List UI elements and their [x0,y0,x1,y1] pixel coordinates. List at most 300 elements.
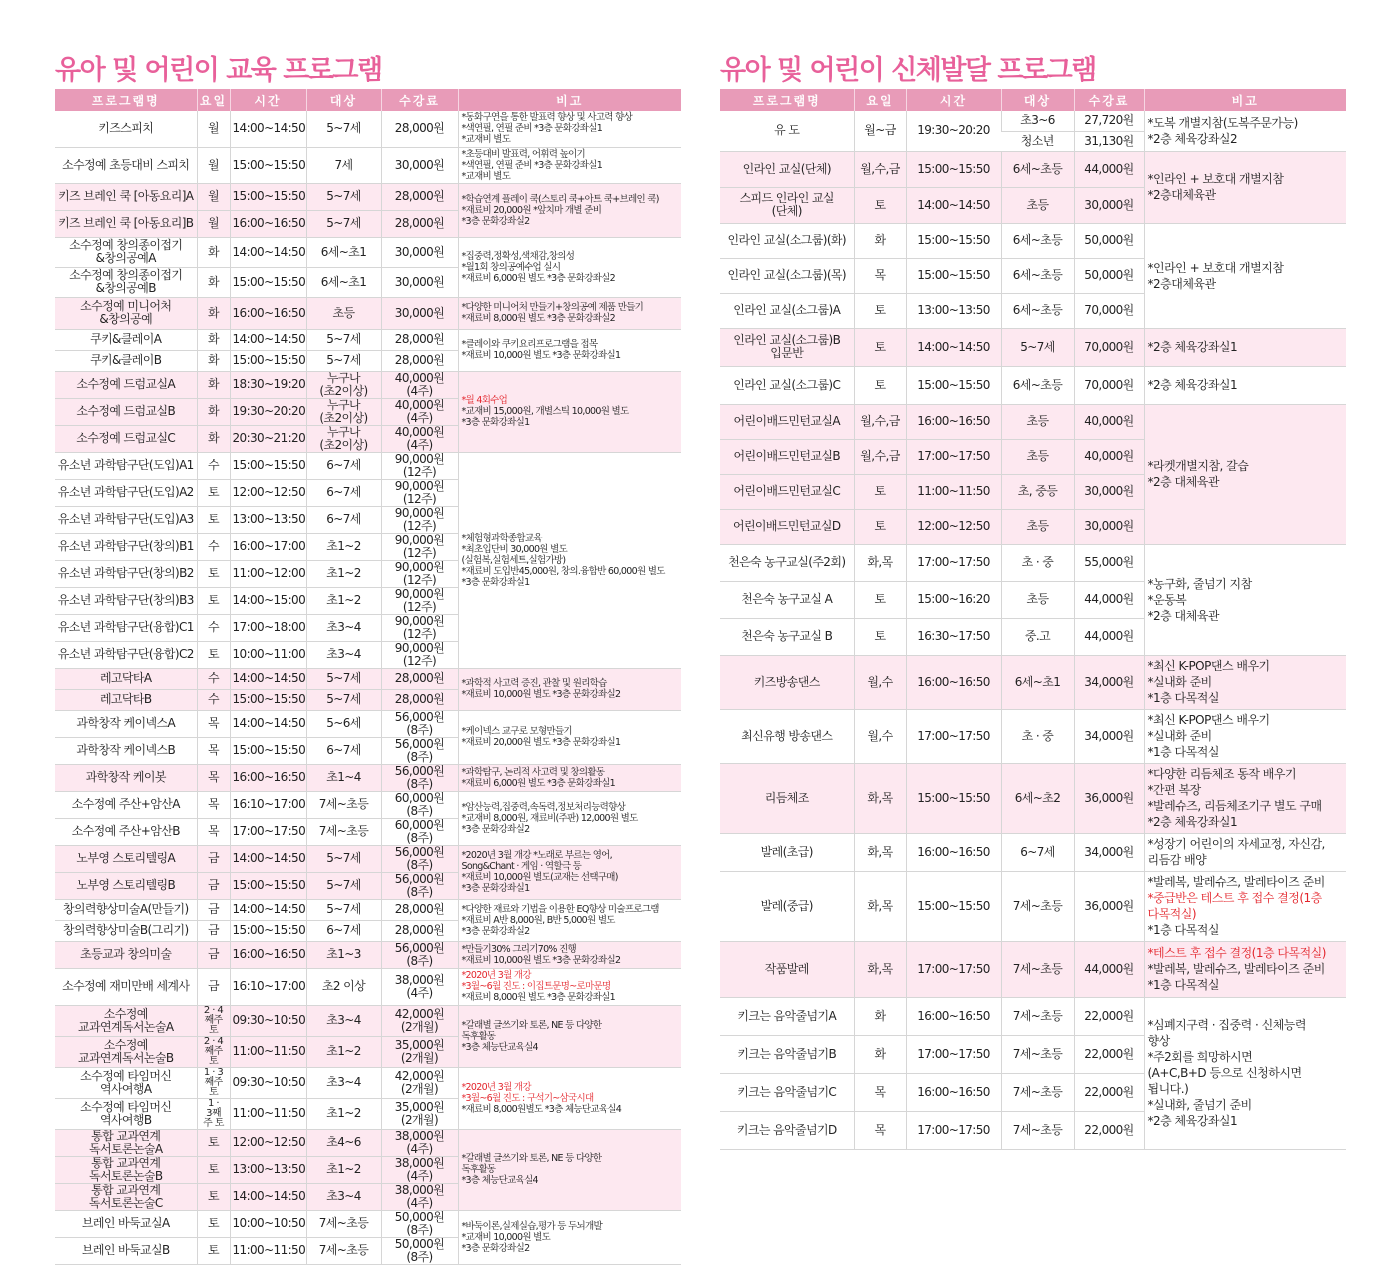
table-row [55,1067,681,1098]
right-section-title: 유아 및 어린이 신체발달 프로그램 [720,55,1096,86]
program-time: 10:00~11:00 [230,641,306,668]
program-time: 16:30~17:50 [906,618,1001,655]
program-day: 토 [197,506,230,533]
program-day: 토 [854,474,906,509]
table-row [55,452,681,479]
program-name: 노부영 스토리텔링B [55,872,197,899]
program-time: 16:00~16:50 [906,833,1001,871]
program-time: 14:00~14:50 [230,1183,306,1210]
program-note: *2020년 3월 개강 *노래로 부르는 영어, Song&Chant · 게임 · 역할극 등 *재료비 10,000원 별도(교재는 선택구매) *3층 문화강좌실1 [458,845,681,899]
program-target: 중.고 [1001,618,1074,655]
program-name: 키즈 브레인 쿡 [아동요리]A [55,183,197,210]
program-name: 발레(초급) [720,833,854,871]
table-row [720,328,1346,366]
program-time: 15:00~15:50 [230,737,306,764]
program-fee: 56,000원(8주) [381,710,458,737]
program-target: 초3~4 [306,1005,381,1036]
program-fee: 44,000원 [1074,941,1144,997]
program-note: *성장기 어린이의 자세교정, 자신감, 리듬감 배양 [1144,833,1346,871]
program-target: 5~7세 [306,689,381,710]
program-day: 화 [854,997,906,1035]
program-target: 초3~4 [306,1067,381,1098]
program-fee: 28,000원 [381,899,458,920]
program-fee: 56,000원(8주) [381,872,458,899]
program-target: 6~7세 [306,920,381,941]
program-day: 화 [197,371,230,398]
program-time: 11:00~11:50 [230,1237,306,1264]
program-name: 유소년 과학탐구단(창의)B1 [55,533,197,560]
program-name: 쿠키&클레이B [55,350,197,371]
program-fee: 60,000원(8주) [381,818,458,845]
table-row [720,709,1346,763]
program-day: 월,수,금 [854,151,906,187]
header-fee: 수강료 [1074,89,1144,111]
program-time: 14:00~14:50 [230,111,306,147]
program-name: 유소년 과학탐구단(도입)A3 [55,506,197,533]
header-note: 비고 [458,89,681,111]
program-time: 17:00~17:50 [906,544,1001,581]
program-time: 11:00~11:50 [230,1098,306,1129]
program-time: 15:00~15:50 [230,267,306,297]
program-day: 화 [197,267,230,297]
program-time: 17:00~17:50 [906,1111,1001,1149]
program-day: 토 [197,1129,230,1156]
program-note: *최신 K-POP댄스 배우기 *실내화 준비 *1층 다목적실 [1144,655,1346,709]
program-target: 5~7세 [306,845,381,872]
program-fee: 30,000원 [381,237,458,267]
program-name: 유 도 [720,111,854,151]
program-day: 화 [854,223,906,258]
program-target: 7세~초등 [1001,871,1074,941]
program-day: 화 [197,398,230,425]
program-day: 토 [197,479,230,506]
program-fee: 30,000원 [1074,187,1144,223]
program-day: 금 [197,899,230,920]
program-fee: 42,000원(2개월) [381,1067,458,1098]
table-header-row [720,89,1346,111]
program-target: 5~7세 [306,872,381,899]
program-name: 소수정예 주산+암산B [55,818,197,845]
program-name: 어린이배드민턴교실A [720,404,854,439]
table-row [55,845,681,872]
program-day: 목 [854,258,906,293]
program-fee: 90,000원(12주) [381,587,458,614]
table-row [55,1210,681,1237]
table-row [55,111,681,147]
program-target: 6~7세 [306,452,381,479]
program-target: 누구나(초2이상) [306,371,381,398]
program-target: 초, 중등 [1001,474,1074,509]
program-target: 5~6세 [306,710,381,737]
table-row [55,237,681,267]
program-name: 브레인 바둑교실B [55,1237,197,1264]
table-row [720,223,1346,258]
program-fee: 30,000원 [381,147,458,183]
program-fee: 40,000원(4주) [381,425,458,452]
program-day: 수 [197,452,230,479]
program-fee: 22,000원 [1074,997,1144,1035]
program-target: 5~7세 [306,183,381,210]
program-target: 초1~2 [306,587,381,614]
program-name: 소수정예 창의종이접기 &창의공예A [55,237,197,267]
program-fee: 40,000원(4주) [381,398,458,425]
program-time: 14:00~14:50 [230,668,306,689]
program-note: *2020년 3월 개강 *3월~6월 진도 : 구석기~삼국시대 *재료비 8,000원별도 *3층 체능단교육실4 [458,1067,681,1129]
program-name: 키즈방송댄스 [720,655,854,709]
program-target: 7세 [306,147,381,183]
program-name: 어린이배드민턴교실C [720,474,854,509]
program-fee: 30,000원 [1074,509,1144,544]
header-target: 대상 [1001,89,1074,111]
program-day: 토 [197,587,230,614]
program-day: 토 [854,187,906,223]
program-name: 통합 교과연계 독서토론논술B [55,1156,197,1183]
header-day: 요일 [854,89,906,111]
program-name: 인라인 교실(소그룹)(목) [720,258,854,293]
table-row [55,1005,681,1036]
program-name: 인라인 교실(소그룹)(화) [720,223,854,258]
program-target: 6~7세 [306,479,381,506]
program-note: *과학탐구, 논리적 사고력 및 창의활동 *재료비 6,000원 별도 *3층 문화강좌실1 [458,764,681,791]
program-name: 유소년 과학탐구단(융합)C1 [55,614,197,641]
program-time: 19:30~20:20 [906,111,1001,151]
program-target: 초1~2 [306,533,381,560]
table-header-row [55,89,681,111]
program-day: 토 [854,581,906,618]
program-fee: 90,000원(12주) [381,560,458,587]
program-name: 키즈 브레인 쿡 [아동요리]B [55,210,197,237]
program-time: 16:00~16:50 [906,404,1001,439]
program-fee: 28,000원 [381,183,458,210]
program-time: 14:00~14:50 [230,710,306,737]
program-name: 어린이배드민턴교실D [720,509,854,544]
program-time: 15:00~15:50 [906,223,1001,258]
program-time: 14:00~15:00 [230,587,306,614]
program-fee: 28,000원 [381,689,458,710]
program-name: 인라인 교실(소그룹)A [720,293,854,328]
program-fee: 28,000원 [381,350,458,371]
program-fee: 34,000원 [1074,655,1144,709]
table-row [55,183,681,210]
program-time: 15:00~15:50 [906,763,1001,833]
program-time: 16:00~17:00 [230,533,306,560]
program-day: 목 [854,1073,906,1111]
header-program-name: 프로그램명 [55,89,197,111]
program-note: *바둑이론,실제실습,평가 등 두뇌개발 *교재비 10,000원 별도 *3층 문화강좌실2 [458,1210,681,1264]
program-note: *2층 체육강좌실1 [1144,366,1346,404]
program-target: 7세~초등 [1001,997,1074,1035]
program-name: 레고닥타A [55,668,197,689]
program-day: 토 [197,560,230,587]
program-target: 초등 [1001,439,1074,474]
table-row [55,968,681,1005]
program-fee: 90,000원(12주) [381,533,458,560]
program-fee: 60,000원(8주) [381,791,458,818]
program-target: 초등 [1001,581,1074,618]
program-day: 목 [197,764,230,791]
program-time: 15:00~15:50 [230,147,306,183]
program-name: 브레인 바둑교실A [55,1210,197,1237]
program-day: 화,목 [854,871,906,941]
program-day: 금 [197,920,230,941]
program-fee: 22,000원 [1074,1035,1144,1073]
program-time: 17:00~17:50 [906,941,1001,997]
program-time: 16:00~16:50 [230,941,306,968]
program-time: 15:00~15:50 [230,920,306,941]
program-fee: 38,000원(4주) [381,1129,458,1156]
program-time: 16:00~16:50 [230,210,306,237]
program-time: 15:00~15:50 [230,452,306,479]
program-day: 토 [197,1237,230,1264]
program-target: 6세~초1 [306,237,381,267]
program-day: 월~금 [854,111,906,151]
program-target: 5~7세 [306,350,381,371]
program-time: 19:30~20:20 [230,398,306,425]
left-section-title: 유아 및 어린이 교육 프로그램 [55,55,382,86]
table-row [55,899,681,920]
table-row [720,941,1346,997]
program-fee: 70,000원 [1074,328,1144,366]
program-time: 11:00~11:50 [230,1036,306,1067]
program-name: 과학창작 케이넥스A [55,710,197,737]
program-time: 16:10~17:00 [230,968,306,1005]
program-day: 월,수,금 [854,404,906,439]
program-day: 월,수 [854,655,906,709]
table-row [720,655,1346,709]
program-day: 월,수 [854,709,906,763]
program-time: 14:00~14:50 [230,329,306,350]
program-target: 6세~초등 [1001,293,1074,328]
table-row [720,404,1346,439]
program-fee: 28,000원 [381,111,458,147]
program-target: 누구나(초2이상) [306,425,381,452]
table-row [55,710,681,737]
program-note: *갈래별 글쓰기와 토론, NE 등 다양한 독후활동 *3층 체능단교육실4 [458,1005,681,1067]
program-time: 14:00~14:50 [906,328,1001,366]
program-day: 수 [197,533,230,560]
program-name: 어린이배드민턴교실B [720,439,854,474]
program-target: 초3~4 [306,1183,381,1210]
program-target: 7세~초등 [306,791,381,818]
header-fee: 수강료 [381,89,458,111]
program-fee: 56,000원(8주) [381,941,458,968]
program-note: *2층 체육강좌실1 [1144,328,1346,366]
program-name: 키크는 음악줄넘기D [720,1111,854,1149]
program-fee: 50,000원(8주) [381,1237,458,1264]
program-day: 화 [197,350,230,371]
program-target: 7세~초등 [1001,941,1074,997]
program-fee: 44,000원 [1074,151,1144,187]
program-fee: 42,000원(2개월) [381,1005,458,1036]
program-day: 금 [197,872,230,899]
program-note: *과학적 사고력 증진, 관찰 및 원리학습 *재료비 10,000원 별도 *3층 문화강좌실2 [458,668,681,710]
program-name: 최신유행 방송댄스 [720,709,854,763]
program-fee: 35,000원(2개월) [381,1098,458,1129]
program-target: 6~7세 [1001,833,1074,871]
program-note: *도복 개별지참(도복주문가능) *2층 체육강좌실2 [1144,111,1346,151]
program-note: *체험형과학종합교육 *최초입단비 30,000원 별도 (실험복,실험세트,실험가방) *재료비 도입반45,000원, 창의.융합반 60,000원 별도 *3층 문화강좌실1 [458,452,681,668]
program-fee: 40,000원 [1074,404,1144,439]
program-target: 누구나(초2이상) [306,398,381,425]
program-time: 12:00~12:50 [906,509,1001,544]
program-time: 12:00~12:50 [230,479,306,506]
program-note: *최신 K-POP댄스 배우기 *실내화 준비 *1층 다목적실 [1144,709,1346,763]
program-target: 6세~초등 [1001,258,1074,293]
table-row [55,297,681,329]
program-fee: 34,000원 [1074,833,1144,871]
program-time: 16:00~16:50 [906,1073,1001,1111]
program-day: 화 [197,237,230,267]
table-row [55,147,681,183]
program-note: *농구화, 줄넘기 지참 *운동복 *2층 대체육관 [1144,544,1346,655]
program-name: 소수정예 미니어처 &창의공예 [55,297,197,329]
program-fee: 90,000원(12주) [381,479,458,506]
program-note: *만들기30% 그리기70% 진행 *재료비 10,000원 별도 *3층 문화강좌실2 [458,941,681,968]
program-time: 13:00~13:50 [230,1156,306,1183]
program-day: 수 [197,668,230,689]
program-name: 소수정예 창의종이접기 &창의공예B [55,267,197,297]
program-name: 쿠키&클레이A [55,329,197,350]
program-note: *동화구연을 통한 발표력 향상 및 사고력 향상 *색연필, 연필 준비 *3층 문화강좌실1 *교재비 별도 [458,111,681,147]
program-target: 5~7세 [306,329,381,350]
program-name: 레고닥타B [55,689,197,710]
program-note: *테스트 후 접수 결정(1층 다목적실) *발레복, 발레슈즈, 발레타이즈 준비 *1층 다목적실 [1144,941,1346,997]
program-target: 초1~2 [306,560,381,587]
program-name: 유소년 과학탐구단(도입)A2 [55,479,197,506]
program-name: 키크는 음악줄넘기B [720,1035,854,1073]
table-row [55,668,681,689]
program-time: 11:00~12:00 [230,560,306,587]
program-fee: 27,720원 [1074,111,1144,131]
program-fee: 28,000원 [381,668,458,689]
program-fee: 31,130원 [1074,131,1144,151]
program-fee: 55,000원 [1074,544,1144,581]
program-day: 월 [197,183,230,210]
program-fee: 70,000원 [1074,293,1144,328]
program-target: 5~7세 [306,210,381,237]
program-time: 15:00~15:50 [906,258,1001,293]
program-fee: 70,000원 [1074,366,1144,404]
program-name: 인라인 교실(단체) [720,151,854,187]
program-name: 스피드 인라인 교실 (단체) [720,187,854,223]
program-day: 목 [197,818,230,845]
program-fee: 38,000원(4주) [381,968,458,1005]
program-target: 6세~초2 [1001,763,1074,833]
program-fee: 22,000원 [1074,1073,1144,1111]
program-name: 초등교과 창의미술 [55,941,197,968]
program-day: 목 [197,737,230,764]
education-program-table [55,89,681,1265]
program-note: *클레이와 쿠키요리프로그램을 접목 *재료비 10,000원 별도 *3층 문화강좌실1 [458,329,681,371]
program-time: 15:00~15:50 [906,871,1001,941]
program-name: 키크는 음악줄넘기C [720,1073,854,1111]
program-fee: 56,000원(8주) [381,737,458,764]
program-time: 09:30~10:50 [230,1005,306,1036]
program-day: 2 · 4 째주 토 [197,1036,230,1067]
program-day: 토 [854,328,906,366]
program-fee: 90,000원(12주) [381,452,458,479]
table-row [720,544,1346,581]
program-note: *월 4회수업 *교재비 15,000원, 개별스틱 10,000원 별도 *3층 문화강좌실1 [458,371,681,452]
program-target: 초 · 중 [1001,544,1074,581]
program-time: 15:00~15:50 [906,151,1001,187]
program-time: 18:30~19:20 [230,371,306,398]
program-note: *발레복, 발레슈즈, 발레타이즈 준비 *중급반은 테스트 후 접수 결정(1층 다목적실) *1층 다목적실 [1144,871,1346,941]
program-fee: 36,000원 [1074,871,1144,941]
program-time: 14:00~14:50 [230,845,306,872]
program-name: 소수정예 교과연계독서논술B [55,1036,197,1067]
program-note: *다양한 재료와 기법을 이용한 EQ향상 미술프로그램 *재료비 A반 8,000원, B반 5,000원 별도 *3층 문화강좌실2 [458,899,681,941]
program-name: 발레(중급) [720,871,854,941]
program-name: 노부영 스토리텔링A [55,845,197,872]
program-day: 1 · 3 째주 토 [197,1067,230,1098]
header-time: 시간 [906,89,1001,111]
program-name: 천은숙 농구교실(주2회) [720,544,854,581]
program-day: 토 [197,1156,230,1183]
program-target: 초3~6 [1001,111,1074,131]
program-time: 16:00~16:50 [230,764,306,791]
table-row [720,763,1346,833]
header-time: 시간 [230,89,306,111]
program-day: 금 [197,968,230,1005]
program-name: 소수정예 드럼교실C [55,425,197,452]
program-time: 17:00~17:50 [906,1035,1001,1073]
program-day: 금 [197,845,230,872]
program-time: 17:00~17:50 [230,818,306,845]
program-time: 13:00~13:50 [906,293,1001,328]
program-fee: 50,000원(8주) [381,1210,458,1237]
program-time: 13:00~13:50 [230,506,306,533]
program-name: 리듬체조 [720,763,854,833]
header-program-name: 프로그램명 [720,89,854,111]
program-fee: 40,000원 [1074,439,1144,474]
program-note: *2020년 3월 개강 *3월~6월 진도 : 이집트문명~로마문명 *재료비 8,000원 별도 *3층 문화강좌실1 [458,968,681,1005]
program-name: 과학창작 케이봇 [55,764,197,791]
program-target: 초1~4 [306,764,381,791]
program-day: 월 [197,210,230,237]
program-time: 15:00~15:50 [230,350,306,371]
program-name: 소수정예 재미만배 세계사 [55,968,197,1005]
program-name: 통합 교과연계 독서토론논술A [55,1129,197,1156]
program-fee: 90,000원(12주) [381,614,458,641]
program-day: 화,목 [854,941,906,997]
program-time: 16:00~16:50 [906,655,1001,709]
table-row [720,871,1346,941]
program-note: *인라인 + 보호대 개별지참 *2층대체육관 [1144,223,1346,328]
program-fee: 35,000원(2개월) [381,1036,458,1067]
program-target: 7세~초등 [1001,1111,1074,1149]
program-time: 09:30~10:50 [230,1067,306,1098]
program-name: 키크는 음악줄넘기A [720,997,854,1035]
program-fee: 36,000원 [1074,763,1144,833]
program-fee: 40,000원(4주) [381,371,458,398]
program-day: 토 [854,293,906,328]
program-fee: 28,000원 [381,210,458,237]
program-name: 유소년 과학탐구단(창의)B3 [55,587,197,614]
table-row [55,371,681,398]
program-target: 초 · 중 [1001,709,1074,763]
program-target: 5~7세 [306,899,381,920]
program-name: 소수정예 드럼교실A [55,371,197,398]
program-name: 천은숙 농구교실 B [720,618,854,655]
program-day: 화,목 [854,763,906,833]
program-name: 작품발레 [720,941,854,997]
program-note: *집중력,정확성,색채감,창의성 *월1회 창의공예수업 실시 *재료비 6,000원 별도 *3층 문화강좌실2 [458,237,681,297]
program-fee: 28,000원 [381,329,458,350]
program-target: 초4~6 [306,1129,381,1156]
program-name: 유소년 과학탐구단(도입)A1 [55,452,197,479]
program-fee: 44,000원 [1074,618,1144,655]
